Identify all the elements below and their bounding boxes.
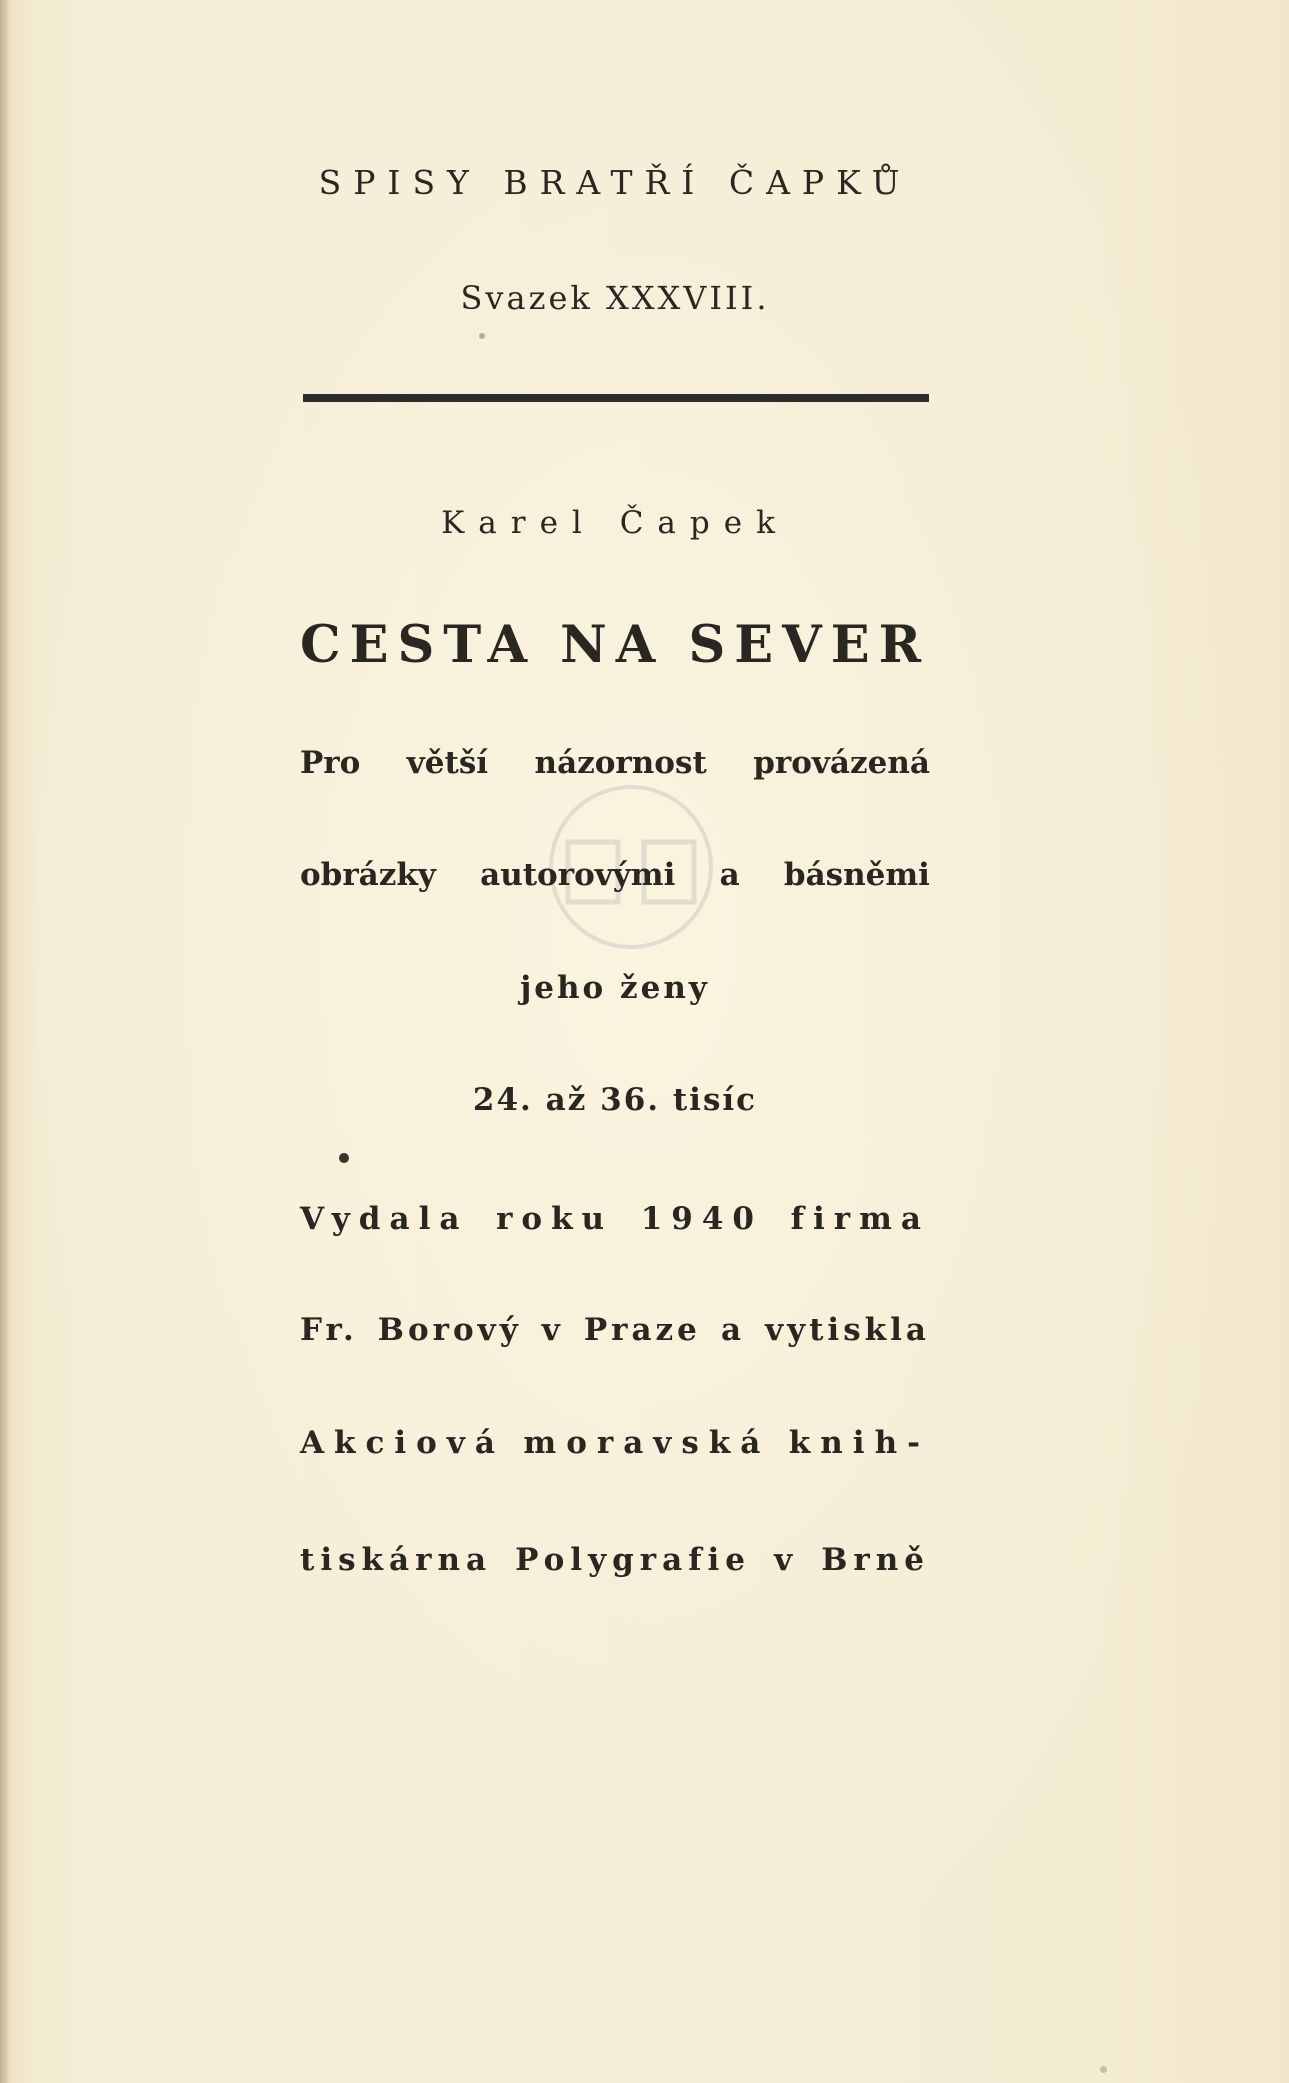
subtitle-word: obrázky [300, 857, 436, 893]
imprint-word: v [774, 1542, 799, 1578]
subtitle-word: větší [406, 745, 489, 781]
title-word: NA [560, 615, 665, 675]
ink-speck [479, 333, 485, 339]
subtitle-line-3: jeho ženy [520, 970, 710, 1006]
book-title [300, 615, 930, 675]
imprint-word: Akciová [300, 1425, 505, 1461]
imprint-word: Fr. [300, 1312, 358, 1348]
imprint-word: firma [790, 1201, 930, 1237]
imprint-word: tiskárna [300, 1542, 493, 1578]
edition-note: 24. až 36. tisíc [472, 1082, 758, 1118]
subtitle-word: autorovými [480, 857, 676, 893]
imprint-line-2 [300, 1312, 930, 1348]
imprint-word: a [720, 1312, 746, 1348]
subtitle-word: názornost [534, 745, 707, 781]
imprint-word: vytiskla [765, 1312, 930, 1348]
subtitle-word: Pro [300, 745, 361, 781]
imprint-word: knih- [788, 1425, 930, 1461]
author-name: Karel Čapek [441, 505, 789, 541]
subtitle-line-1 [300, 745, 930, 781]
ink-speck [1100, 2066, 1107, 2073]
page-gutter-shadow [0, 0, 10, 2083]
series-heading: SPISY BRATŘÍ ČAPKŮ [318, 163, 912, 202]
volume-number: Svazek XXXVIII. [460, 279, 770, 317]
imprint-word: Brně [821, 1542, 930, 1578]
subtitle-word: a [719, 857, 740, 893]
ink-speck [339, 1153, 349, 1163]
imprint-word: Vydala [300, 1201, 469, 1237]
title-word: SEVER [688, 615, 930, 675]
subtitle-word: provázená [753, 745, 930, 781]
imprint-word: v [541, 1312, 564, 1348]
imprint-line-1 [300, 1201, 930, 1237]
imprint-line-3 [300, 1425, 930, 1461]
imprint-word: moravská [523, 1425, 771, 1461]
title-rule [303, 394, 929, 402]
imprint-word: roku [496, 1201, 614, 1237]
imprint-word: Polygrafie [515, 1542, 752, 1578]
title-word: CESTA [300, 615, 537, 675]
imprint-word: Praze [583, 1312, 701, 1348]
imprint-word: Borový [377, 1312, 522, 1348]
subtitle-line-2 [300, 857, 930, 893]
imprint-word: 1940 [640, 1201, 763, 1237]
imprint-line-4 [300, 1542, 930, 1578]
subtitle-word: básněmi [783, 857, 930, 893]
